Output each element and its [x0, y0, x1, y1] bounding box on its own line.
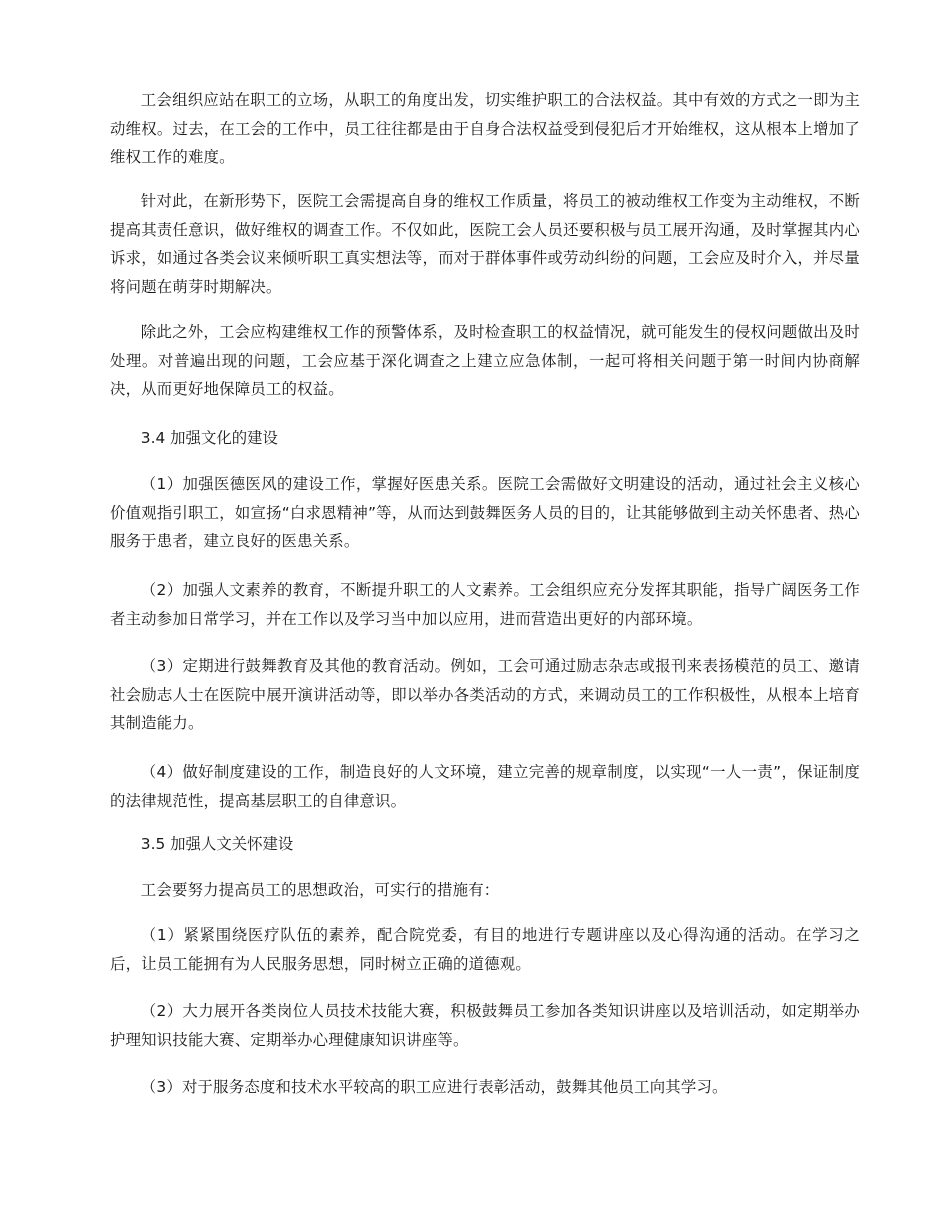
section-heading-3-4: 3.4 加强文化的建设 [140, 429, 278, 447]
list-item-3-4-4: （4）做好制度建设的工作，制造良好的人文环境，建立完善的规章制度，以实现“一人一责”，保证制度的法律规范性，提高基层职工的自律意识。 [110, 763, 860, 810]
list-item-3-4-2: （2）加强人文素养的教育，不断提升职工的人文素养。工会组织应充分发挥其职能，指导广阔医务工作者主动参加日常学习，并在工作以及学习当中加以应用，进而营造出更好的内部环境。 [110, 581, 860, 628]
section-heading-3-5: 3.5 加强人文关怀建设 [140, 835, 294, 853]
paragraph-measures-intro: 工会要努力提高员工的思想政治，可实行的措施有： [140, 881, 500, 899]
paragraph-new-situation: 针对此，在新形势下，医院工会需提高自身的维权工作质量，将员工的被动维权工作变为主动维权，不断提高其责任意识，做好维权的调查工作。不仅如此，医院工会人员还要积极与员工展开沟通，及时掌握其内心诉求，如通过各类会议来倾听职工真实想法等，而对于群体事件或劳动纠纷的问题，工会应及时介入，并尽量将问题在萌芽时期解决。 [110, 192, 860, 296]
list-item-3-4-3: （3）定期进行鼓舞教育及其他的教育活动。例如，工会可通过励志杂志或报刊来表扬模范的员工、邀请社会励志人士在医院中展开演讲活动等，即以举办各类活动的方式，来调动员工的工作积极性，从根本上培育其制造能力。 [110, 657, 860, 732]
list-item-3-4-1: （1）加强医德医风的建设工作，掌握好医患关系。医院工会需做好文明建设的活动，通过社会主义核心价值观指引职工，如宣扬“白求恩精神”等，从而达到鼓舞医务人员的目的，让其能够做到主动关怀患者、热心服务于患者，建立良好的医患关系。 [110, 475, 860, 550]
paragraph-early-warning: 除此之外，工会应构建维权工作的预警体系，及时检查职工的权益情况，就可能发生的侵权问题做出及时处理。对普遍出现的问题，工会应基于深化调查之上建立应急体制，一起可将相关问题于第一时间内协商解决，从而更好地保障员工的权益。 [110, 323, 860, 398]
list-item-3-5-2: （2）大力展开各类岗位人员技术技能大赛，积极鼓舞员工参加各类知识讲座以及培训活动，如定期举办护理知识技能大赛、定期举办心理健康知识讲座等。 [110, 1002, 860, 1049]
list-item-3-5-3: （3）对于服务态度和技术水平较高的职工应进行表彰活动，鼓舞其他员工向其学习。 [140, 1078, 728, 1096]
paragraph-proactive-rights: 工会组织应站在职工的立场，从职工的角度出发，切实维护职工的合法权益。其中有效的方式之一即为主动维权。过去，在工会的工作中，员工往往都是由于自身合法权益受到侵犯后才开始维权，这从根本上增加了维权工作的难度。 [110, 91, 860, 166]
list-item-3-5-1: （1）紧紧围绕医疗队伍的素养，配合院党委，有目的地进行专题讲座以及心得沟通的活动。在学习之后，让员工能拥有为人民服务思想，同时树立正确的道德观。 [110, 926, 860, 973]
